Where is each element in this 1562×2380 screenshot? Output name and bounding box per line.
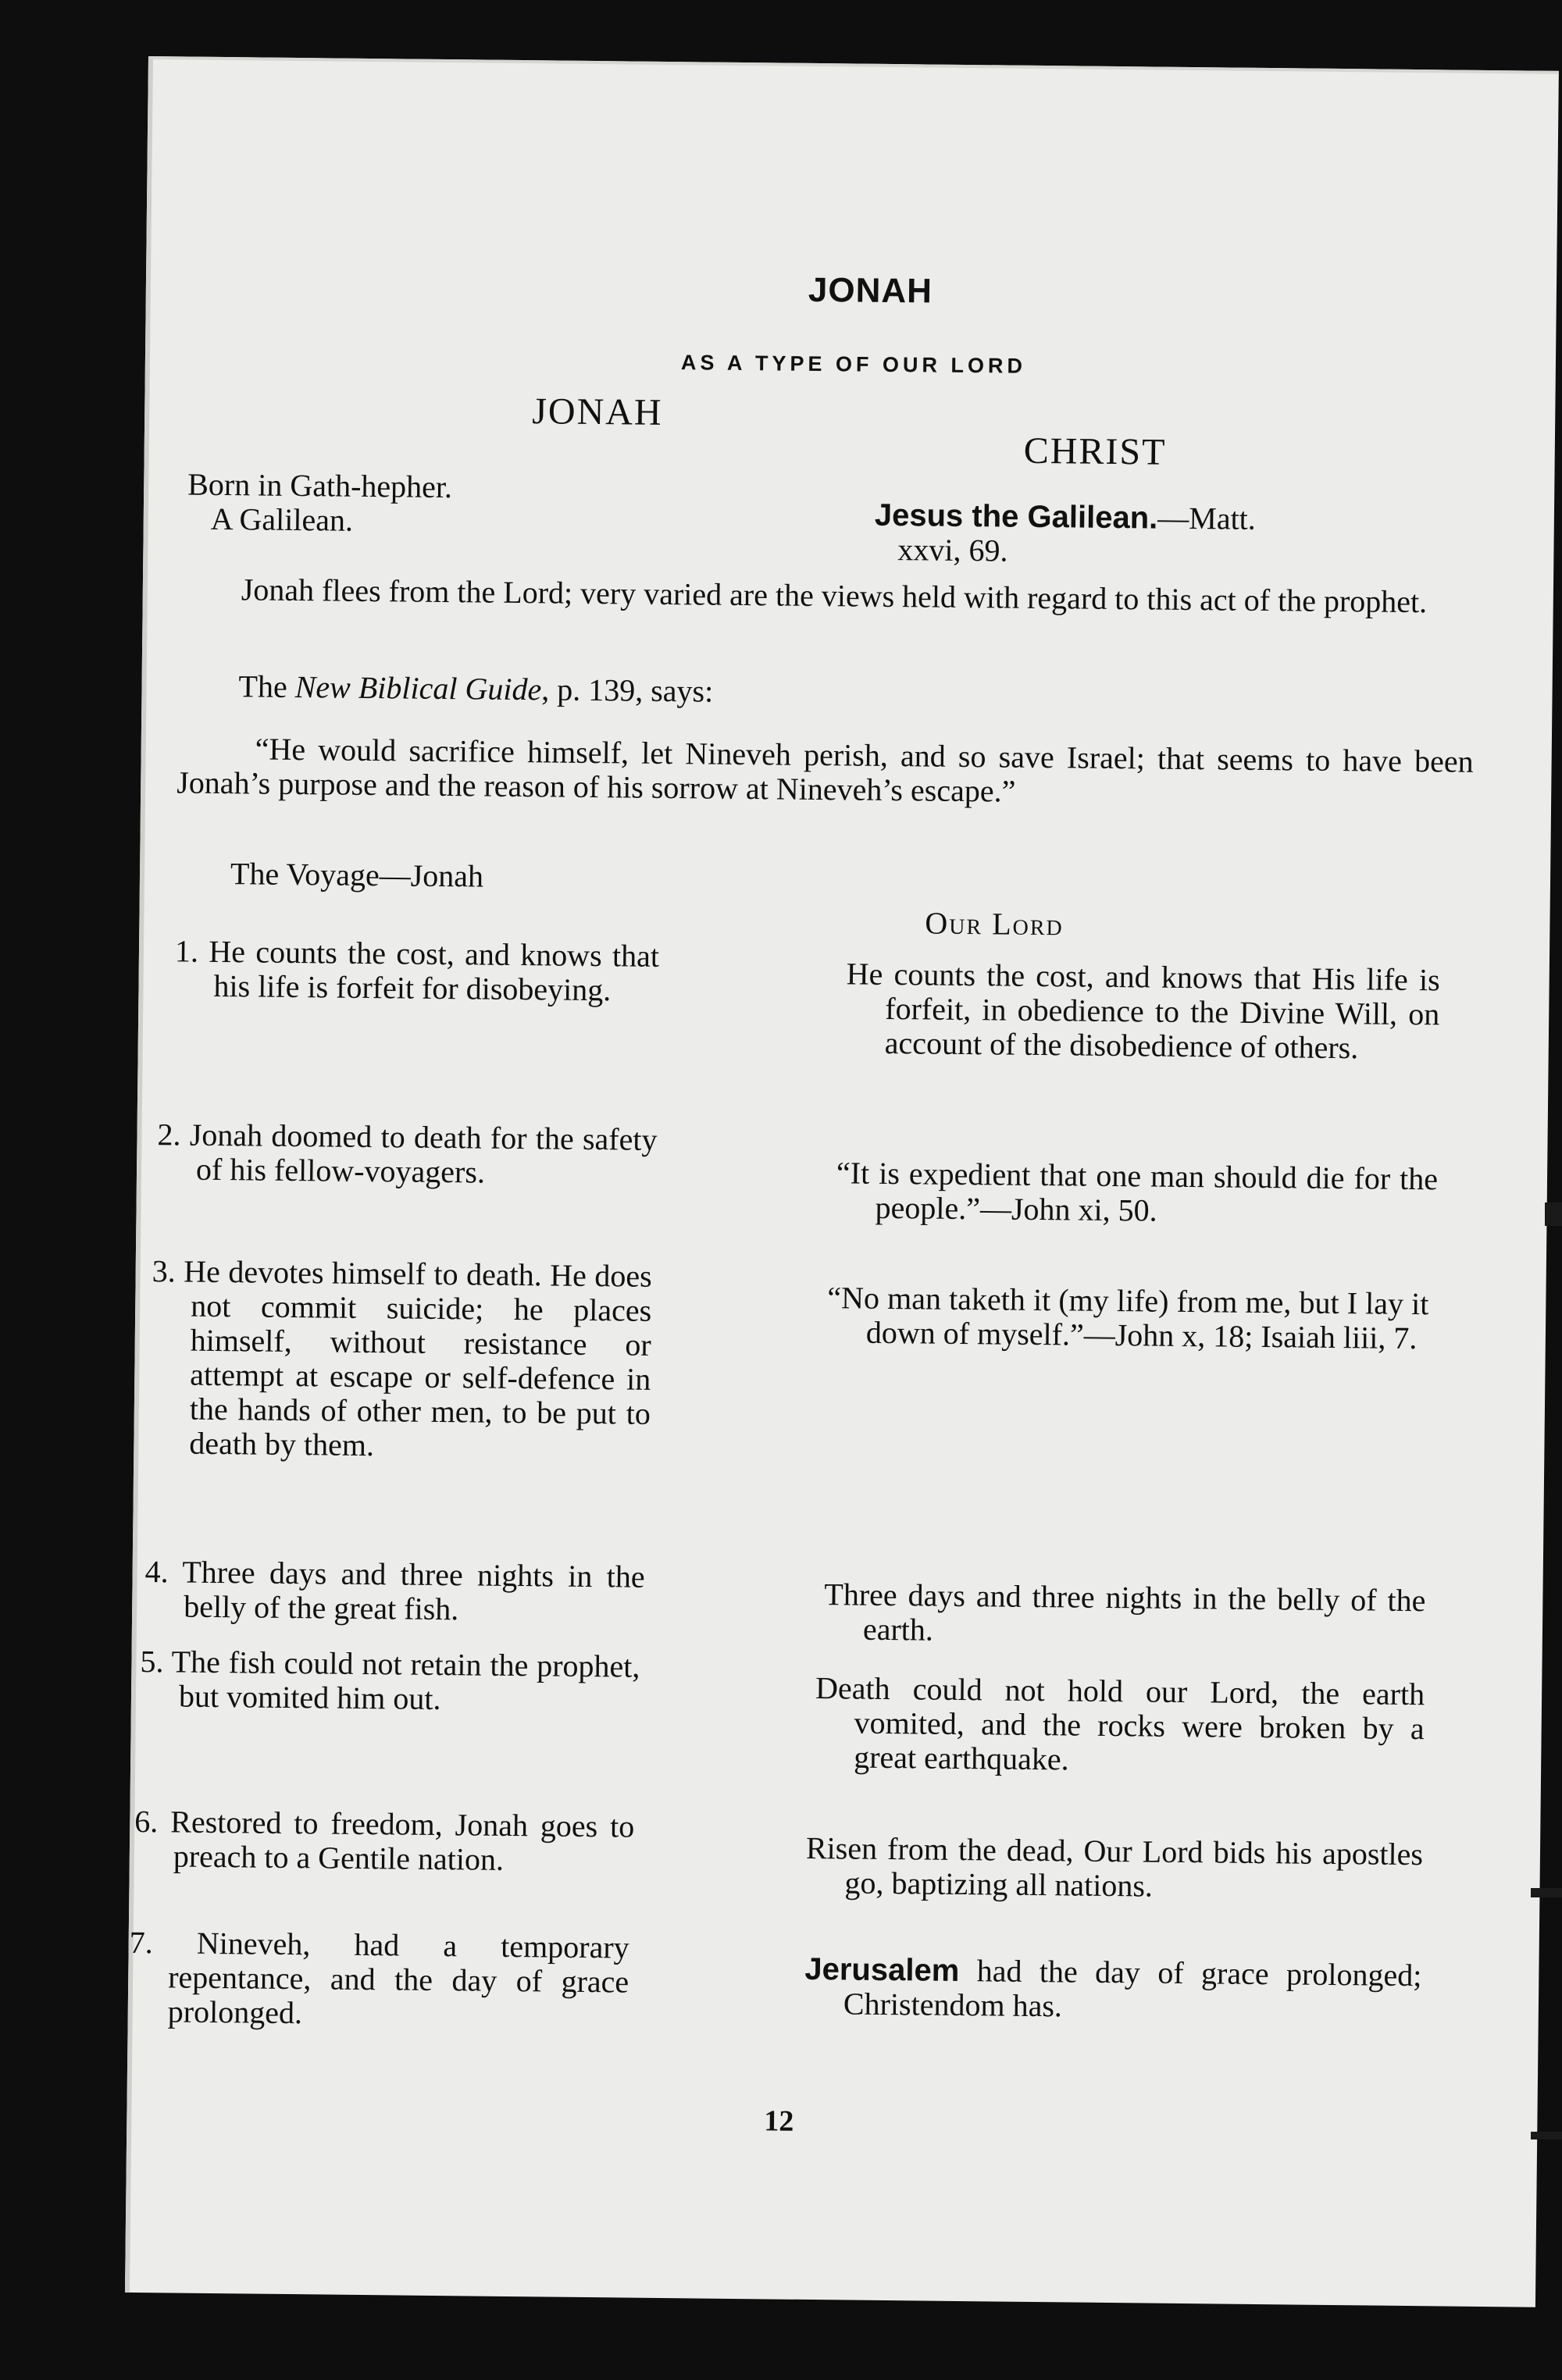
item-1-right-text: He counts the cost, and knows that His life is forfeit, in obedience to the Divine Will, on account of the disobedience of others. bbox=[846, 956, 1440, 1066]
page-number: 12 bbox=[764, 2104, 794, 2138]
guide-suffix: , p. 139, says: bbox=[541, 672, 714, 709]
item-3-num: 3. bbox=[152, 1253, 176, 1289]
item-7-num: 7. bbox=[129, 1924, 153, 1961]
item-2-right bbox=[836, 1156, 1438, 1231]
page-title: JONAH bbox=[808, 270, 933, 311]
edge-mark-upper bbox=[1545, 1202, 1562, 1226]
item-5-left-text: 5. The fish could not retain the prophet, but vomited him out. bbox=[140, 1644, 640, 1717]
item-7-right-text: Jerusalem had the day of grace prolonged; Christendom has. bbox=[804, 1951, 1422, 2024]
item-2-left bbox=[157, 1117, 658, 1192]
item-5-right bbox=[815, 1671, 1425, 1780]
item-6-num: 6. bbox=[134, 1803, 159, 1840]
left-column-heading: JONAH bbox=[531, 390, 663, 433]
right-column-heading: CHRIST bbox=[1023, 429, 1167, 473]
voyage-heading: The Voyage—Jonah bbox=[230, 856, 484, 894]
intro-right bbox=[874, 498, 1468, 573]
item-3-left-text: 3. He devotes himself to death. He does not commit suicide; he places himself, without resistance or attempt at escape or self-defence in the hands of other men, to be put to death by them. bbox=[152, 1253, 652, 1463]
item-4-left-text: 4. Three days and three nights in the belly of the great fish. bbox=[144, 1554, 645, 1627]
paragraph-guide bbox=[238, 669, 1332, 715]
item-7-right bbox=[804, 1952, 1422, 2027]
intro-left bbox=[187, 468, 672, 541]
intro-right-rest: —Matt. bbox=[1157, 500, 1257, 536]
item-4-num: 4. bbox=[144, 1554, 169, 1590]
item-2-left-text: 2. Jonah doomed to death for the safety of his fellow-voyagers. bbox=[157, 1117, 658, 1190]
item-4-left bbox=[144, 1555, 645, 1629]
our-lord-heading: Our Lord bbox=[925, 905, 1065, 942]
item-2-num: 2. bbox=[157, 1117, 181, 1153]
intro-left-line2: A Galilean. bbox=[210, 501, 354, 538]
item-1-num: 1. bbox=[174, 933, 199, 969]
page-content bbox=[130, 59, 1559, 2307]
item-6-left bbox=[134, 1805, 635, 1879]
page-subtitle: AS A TYPE OF OUR LORD bbox=[680, 351, 1027, 378]
edge-mark-middle bbox=[1531, 1888, 1562, 1897]
item-1-right bbox=[846, 957, 1440, 1066]
item-6-left-text: 6. Restored to freedom, Jonah goes to preach to a Gentile nation. bbox=[134, 1803, 635, 1877]
paragraph-flees: Jonah flees from the Lord; very varied are the views held with regard to this act of the prophet. bbox=[241, 572, 1428, 620]
item-4-right bbox=[824, 1577, 1426, 1652]
item-7-left bbox=[129, 1926, 629, 2034]
edge-mark-lower bbox=[1531, 2132, 1562, 2140]
item-7-left-text: 7. Nineveh, had a temporary repentance, and the day of grace prolonged. bbox=[129, 1924, 629, 2031]
book-page bbox=[125, 56, 1559, 2307]
item-4-right-text: Three days and three nights in the belly of the earth. bbox=[824, 1577, 1426, 1648]
item-6-right bbox=[805, 1831, 1423, 1906]
guide-quote: “He would sacrifice himself, let Nineveh perish, and so save Israel; that seems to have been Jonah’s purpose and the reason of his sorrow at Nineveh’s escape.” bbox=[177, 731, 1474, 809]
item-3-left bbox=[150, 1254, 652, 1466]
item-3-right-text: “No man taketh it (my life) from me, but I lay it down of myself.”—John x, 18; Isaiah liii, 7. bbox=[827, 1280, 1429, 1356]
item-6-right-text: Risen from the dead, Our Lord bids his apostles go, baptizing all nations. bbox=[805, 1830, 1424, 1904]
item-2-right-text: “It is expedient that one man should die for the people.”—John xi, 50. bbox=[836, 1155, 1439, 1228]
item-7-right-bold: Jerusalem bbox=[804, 1951, 960, 1989]
guide-prefix: The bbox=[238, 668, 295, 705]
intro-right-bold: Jesus the Galilean. bbox=[874, 497, 1158, 536]
item-5-right-text: Death could not hold our Lord, the earth vomited, and the rocks were broken by a great earthquake. bbox=[815, 1670, 1425, 1777]
item-5-left bbox=[140, 1644, 640, 1719]
intro-left-line1: Born in Gath-hepher. bbox=[187, 466, 453, 505]
guide-title: New Biblical Guide bbox=[294, 669, 542, 707]
item-3-right bbox=[827, 1281, 1429, 1356]
intro-right-line2: xxvi, 69. bbox=[897, 532, 1008, 568]
item-1-left-text: 1. He counts the cost, and knows that his life is forfeit for disobeying. bbox=[174, 933, 660, 1008]
item-1-left bbox=[174, 934, 659, 1007]
item-5-num: 5. bbox=[140, 1644, 164, 1680]
